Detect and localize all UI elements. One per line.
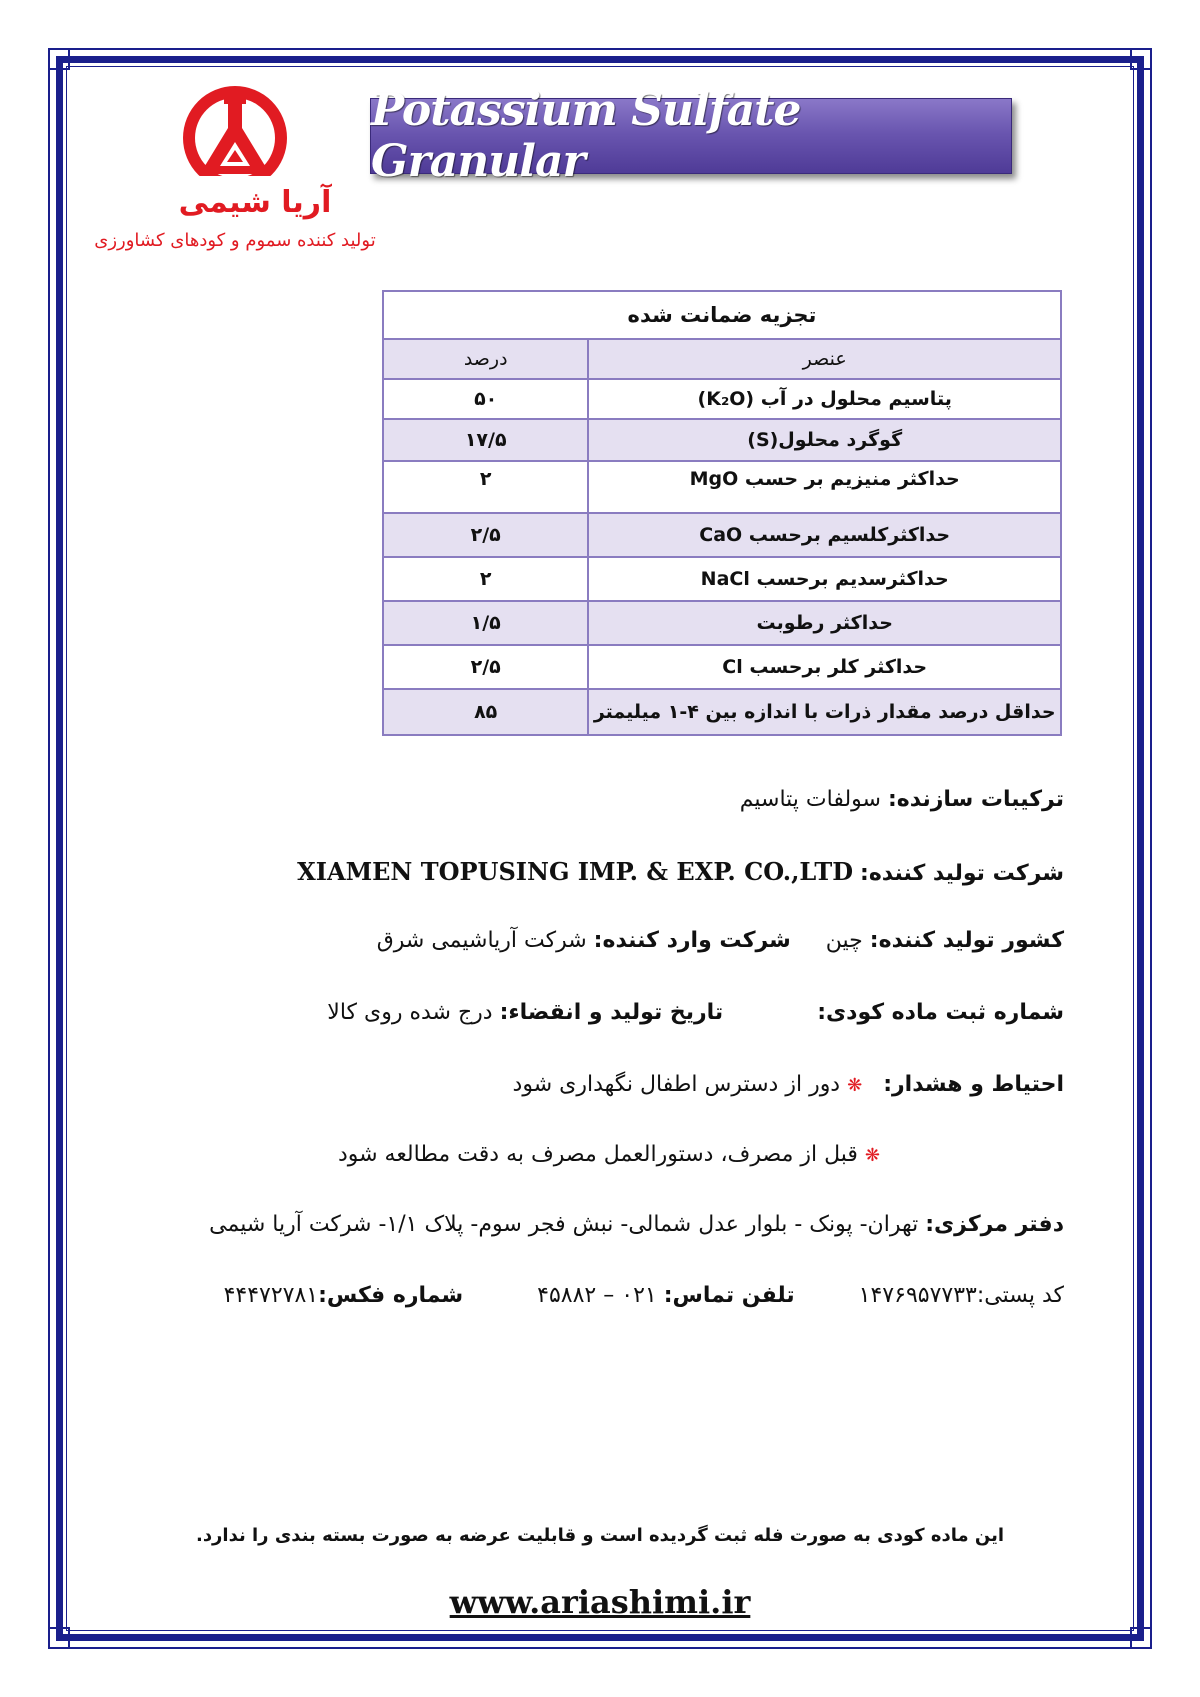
bulk-registration-note: این ماده کودی به صورت فله ثبت گردیده است و قابلیت عرضه به صورت بسته بندی را ندارد. xyxy=(195,1525,1005,1546)
column-header-element: عنصر xyxy=(588,339,1061,379)
composition-line xyxy=(740,787,1064,812)
percent-cell: ۲ xyxy=(383,461,588,513)
percent-cell: ۲/۵ xyxy=(383,513,588,557)
guaranteed-analysis-table xyxy=(382,290,1062,736)
percent-cell: ۲/۵ xyxy=(383,645,588,689)
caution-line-2 xyxy=(338,1142,880,1167)
office-line xyxy=(209,1212,1064,1237)
table-row xyxy=(383,689,1061,735)
table-row xyxy=(383,513,1061,557)
table-row xyxy=(383,419,1061,461)
flask-logo-icon xyxy=(170,80,300,200)
percent-cell: ۱۷/۵ xyxy=(383,419,588,461)
table-row xyxy=(383,645,1061,689)
element-cell: پتاسیم محلول در آب (K₂O) xyxy=(588,379,1061,419)
origin-importer-line xyxy=(377,928,1064,953)
percent-cell: ۱/۵ xyxy=(383,601,588,645)
table-row xyxy=(383,461,1061,513)
percent-cell: ۸۵ xyxy=(383,689,588,735)
caution-line xyxy=(513,1072,1064,1097)
asterisk-icon: ❋ xyxy=(864,1145,880,1166)
frame-corner-top-left xyxy=(48,48,70,70)
importer-value: شرکت آریاشیمی شرق xyxy=(376,928,587,953)
percent-cell: ۲ xyxy=(383,557,588,601)
table-row xyxy=(383,601,1061,645)
element-cell: حداکثر کلر برحسب Cl xyxy=(588,645,1061,689)
element-cell: گوگرد محلول(S) xyxy=(588,419,1061,461)
phone-label: تلفن تماس: xyxy=(663,1283,795,1308)
element-cell: حداکثرسدیم برحسب NaCl xyxy=(588,557,1061,601)
dates-value: درج شده روی کالا xyxy=(327,1000,493,1025)
table-row xyxy=(383,379,1061,419)
registration-line xyxy=(327,1000,1064,1025)
percent-cell: ۵۰ xyxy=(383,379,588,419)
element-cell: حداکثر رطوبت xyxy=(588,601,1061,645)
column-header-percent: درصد xyxy=(383,339,588,379)
logo-brand-name: آریا شیمی xyxy=(178,185,332,220)
element-cell: حداکثرکلسیم برحسب CaO xyxy=(588,513,1061,557)
frame-corner-bottom-right xyxy=(1130,1627,1152,1649)
country-label: کشور تولید کننده: xyxy=(869,928,1064,953)
website-link[interactable]: www.ariashimi.ir xyxy=(449,1583,751,1621)
fax-label: شماره فکس: xyxy=(318,1283,464,1308)
composition-label: ترکیبات سازنده: xyxy=(887,787,1064,812)
caution-label: احتیاط و هشدار: xyxy=(883,1072,1064,1097)
dates-label: تاریخ تولید و انقضاء: xyxy=(499,1000,724,1025)
frame-corner-bottom-left xyxy=(48,1627,70,1649)
manufacturer-value: XIAMEN TOPUSING IMP. & EXP. CO.,LTD xyxy=(297,857,854,886)
table-caption: تجزیه ضمانت شده xyxy=(383,291,1061,339)
table-row xyxy=(383,557,1061,601)
postal-value: ۱۴۷۶۹۵۷۷۳۳ xyxy=(858,1283,977,1308)
product-title: Potassium Sulfate Granular xyxy=(371,85,801,187)
country-value: چین xyxy=(825,928,863,953)
table-caption-row xyxy=(383,291,1061,339)
frame-corner-top-right xyxy=(1130,48,1152,70)
element-cell: حداقل درصد مقدار ذرات با اندازه بین ۴-۱ میلیمتر xyxy=(588,689,1061,735)
element-cell: حداکثر منیزیم بر حسب MgO xyxy=(588,461,1061,513)
manufacturer-label: شرکت تولید کننده: xyxy=(860,861,1064,886)
company-logo xyxy=(80,80,390,270)
composition-value: سولفات پتاسیم xyxy=(739,787,881,812)
product-title-banner xyxy=(370,85,1012,187)
office-label: دفتر مرکزی: xyxy=(925,1212,1064,1237)
logo-slogan: تولید کننده سموم و کودهای کشاورزی xyxy=(94,230,376,251)
table-header-row xyxy=(383,339,1061,379)
manufacturer-line xyxy=(297,857,1064,886)
fax-value: ۴۴۴۷۲۷۸۱ xyxy=(223,1283,319,1308)
caution-item-2: قبل از مصرف، دستورالعمل مصرف به دقت مطالعه شود xyxy=(337,1142,858,1167)
asterisk-icon: ❋ xyxy=(847,1075,863,1096)
importer-label: شرکت وارد کننده: xyxy=(593,928,791,953)
office-value: تهران- پونک - بلوار عدل شمالی- نبش فجر سوم- پلاک ۱/۱- شرکت آریا شیمی xyxy=(209,1212,919,1237)
postal-label: کد پستی: xyxy=(976,1283,1064,1308)
phone-value: ۰۲۱ – ۴۵۸۸۲ xyxy=(537,1283,657,1308)
contact-line xyxy=(224,1283,1064,1308)
registration-label: شماره ثبت ماده کودی: xyxy=(817,1000,1064,1025)
caution-item-1: دور از دسترس اطفال نگهداری شود xyxy=(512,1072,841,1097)
